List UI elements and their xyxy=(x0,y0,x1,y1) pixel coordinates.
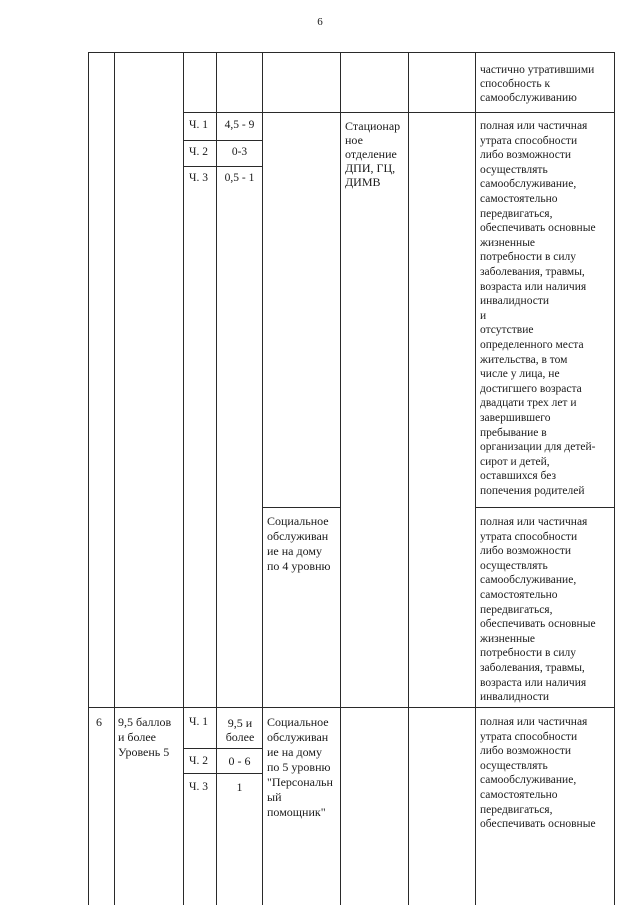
text-line: возраста или наличия xyxy=(480,280,587,293)
text-line: передвигаться, xyxy=(480,207,553,220)
text-line: жительства, в том xyxy=(480,353,568,366)
text-line: полная или частичная xyxy=(480,516,588,528)
part-value: 9,5 и более xyxy=(225,716,255,744)
text-line: отсутствие xyxy=(480,324,534,337)
text-line: обеспечивать основные xyxy=(480,618,596,631)
conditions-line: самообслуживанию xyxy=(480,92,577,104)
text-line: достигшего возраста xyxy=(480,382,582,395)
grid-line xyxy=(262,507,341,508)
grid-line xyxy=(183,773,263,774)
service-line: ие на дому xyxy=(267,544,322,558)
text-line: самостоятельно xyxy=(480,589,558,601)
grid-line xyxy=(183,112,615,113)
grid-line xyxy=(614,52,615,905)
grid-line xyxy=(475,52,476,905)
grid-line xyxy=(475,507,615,508)
grid-line xyxy=(183,140,263,141)
part-label: Ч. 1 xyxy=(189,119,208,131)
text-line: инвалидности xyxy=(480,295,550,308)
text-line: самостоятельно xyxy=(480,789,558,801)
part-value: 1 xyxy=(236,780,243,794)
text-line: утрата способности xyxy=(480,134,578,147)
text-line: самообслуживание, xyxy=(480,178,577,191)
score-line: и более xyxy=(118,730,157,744)
grid-line xyxy=(88,52,615,53)
text-line: оставшихся без xyxy=(480,470,557,483)
form-line: ДИМВ xyxy=(345,175,381,189)
text-line: ие на дому xyxy=(267,745,322,759)
text-line: "Персональн xyxy=(267,775,333,789)
grid-line xyxy=(88,52,89,905)
text-line: самообслуживание, xyxy=(480,574,577,587)
service-line: по 4 уровню xyxy=(267,559,331,573)
conditions-line: частично утратившими xyxy=(480,64,595,76)
text-line: попечения родителей xyxy=(480,485,585,497)
text-line: по 5 уровню xyxy=(267,760,331,774)
text-line: жизненные xyxy=(480,632,536,645)
text-line: помощник" xyxy=(267,805,326,819)
text-line: передвигаться, xyxy=(480,603,553,616)
part-label: Ч. 2 xyxy=(189,146,208,158)
form-line: ное xyxy=(345,133,363,147)
text-line: потребности в силу xyxy=(480,647,577,660)
text-line: полная или частичная xyxy=(480,120,588,132)
text-line: завершившего xyxy=(480,412,551,424)
text-line: определенного места xyxy=(480,339,584,351)
text-line: самостоятельно xyxy=(480,193,558,205)
text-line: передвигаться, xyxy=(480,803,553,816)
conditions-line: способность к xyxy=(480,78,551,90)
grid-line xyxy=(88,707,615,708)
text-line: сирот и детей, xyxy=(480,455,550,468)
text-line: обслуживан xyxy=(267,730,329,744)
part-value: 0-3 xyxy=(231,146,248,158)
grid-line xyxy=(340,52,341,905)
part-label: Ч. 3 xyxy=(189,172,208,184)
text-line: возраста или наличия xyxy=(480,676,587,689)
part-label: Ч. 3 xyxy=(189,781,208,793)
grid-line xyxy=(262,52,263,905)
text-line: и xyxy=(480,309,487,322)
text-line: жизненные xyxy=(480,236,536,249)
service-line: Социальное xyxy=(267,514,329,528)
text-line: организации для детей- xyxy=(480,441,596,454)
grid-line xyxy=(183,166,263,167)
text-line: Социальное xyxy=(267,715,329,729)
text-line: либо возможности xyxy=(480,545,572,558)
form-line: Стационар xyxy=(345,119,401,133)
grid-line xyxy=(183,52,184,905)
score-line: Уровень 5 xyxy=(118,745,170,759)
text-line: инвалидности xyxy=(480,691,550,704)
text-line: самообслуживание, xyxy=(480,774,577,787)
text-line: утрата способности xyxy=(480,730,578,743)
grid-line xyxy=(114,52,115,905)
score-line: 9,5 баллов xyxy=(118,715,172,729)
text-line: ый xyxy=(267,790,282,804)
text-line: осуществлять xyxy=(480,559,548,572)
part-value: 4,5 - 9 xyxy=(224,119,255,131)
text-line: осуществлять xyxy=(480,759,548,772)
text-line: либо возможности xyxy=(480,745,572,758)
part-value: 0,5 - 1 xyxy=(224,172,255,184)
form-line: ДПИ, ГЦ, xyxy=(345,161,396,175)
text-line: либо возможности xyxy=(480,149,572,162)
text-line: заболевания, травмы, xyxy=(480,266,585,278)
grid-line xyxy=(183,748,263,749)
text-line: числе у лица, не xyxy=(480,368,560,381)
row-number: 6 xyxy=(96,715,102,729)
text-line: полная или частичная xyxy=(480,716,588,728)
text-line: пребывание в xyxy=(480,426,547,439)
service-line: обслуживан xyxy=(267,529,329,543)
part-label: Ч. 1 xyxy=(189,716,208,728)
text-line: потребности в силу xyxy=(480,251,577,264)
text-line: заболевания, травмы, xyxy=(480,662,585,674)
page-number: 6 xyxy=(317,16,323,28)
text-line: обеспечивать основные xyxy=(480,818,596,831)
text-line: осуществлять xyxy=(480,163,548,176)
text-line: двадцати трех лет и xyxy=(480,397,577,410)
form-line: отделение xyxy=(345,147,397,161)
text-line: обеспечивать основные xyxy=(480,222,596,235)
part-label: Ч. 2 xyxy=(189,755,208,767)
grid-line xyxy=(408,52,409,905)
part-value: 0 - 6 xyxy=(228,754,251,768)
text-line: утрата способности xyxy=(480,530,578,543)
